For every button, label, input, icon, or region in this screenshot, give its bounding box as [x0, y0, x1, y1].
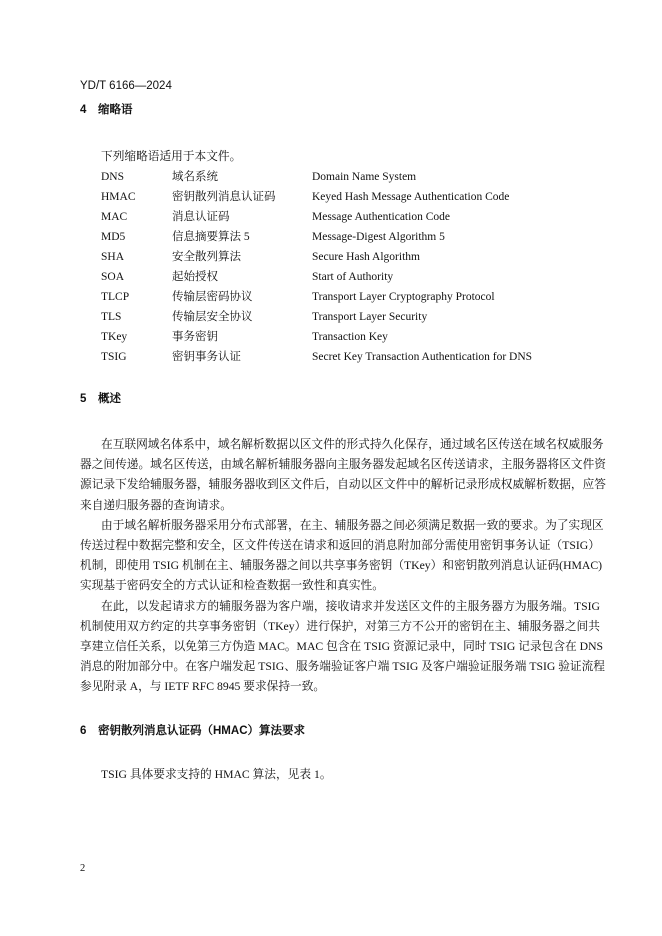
abbreviation-term: HMAC — [101, 191, 136, 203]
abbreviation-english: Domain Name System — [312, 171, 417, 183]
abbreviation-row — [101, 347, 581, 367]
paragraph-line: 传送过程中数据完整和安全，区文件传送在请求和返回的消息附加部分需使用密钥事务认证（TSIG） — [80, 538, 600, 552]
paragraph-line: 消息的附加部分中。在客户端发起 TSIG、服务端验证客户端 TSIG 及客户端验证服务端 TSIG 验证流程 — [80, 660, 605, 674]
section-title: 缩略语 — [98, 104, 133, 116]
paragraph-line: 由于域名解析服务器采用分布式部署，在主、辅服务器之间必须满足数据一致的要求。为了实现区 — [101, 518, 604, 532]
section-number: 4 — [80, 104, 87, 116]
abbreviation-row — [101, 227, 581, 247]
abbreviation-row — [101, 167, 581, 187]
abbreviation-row — [101, 247, 581, 267]
abbreviation-term: TLCP — [101, 291, 130, 303]
section-4-heading — [80, 100, 133, 120]
paragraph-line: 实现基于密码安全的方式认证和检查数据一致性和真实性。 — [80, 579, 384, 593]
section-title: 概述 — [98, 393, 121, 405]
section-title: 密钥散列消息认证码（HMAC）算法要求 — [98, 725, 305, 737]
paragraph-line: 机制，即使用 TSIG 机制在主、辅服务器之间以共享事务密钥（TKey）和密钥散列消息认证码(HMAC) — [80, 559, 603, 573]
abbreviation-english: Secret Key Transaction Authentication for DNS — [312, 351, 533, 363]
section-5-heading — [80, 389, 121, 409]
abbreviation-chinese: 传输层密码协议 — [172, 291, 253, 303]
paragraph-line: 在互联网域名体系中，域名解析数据以区文件的形式持久化保存，通过域名区传送在域名权威服务 — [101, 438, 604, 451]
paragraph-line: 参见附录 A，与 IETF RFC 8945 要求保持一致。 — [80, 680, 326, 694]
section-number: 6 — [80, 725, 87, 737]
section-5-body — [80, 435, 606, 697]
abbreviation-chinese: 安全散列算法 — [172, 251, 241, 263]
abbreviation-chinese: 传输层安全协议 — [172, 311, 253, 323]
section-6-text: TSIG 具体要求支持的 HMAC 算法，见表 1。 — [101, 768, 332, 781]
abbreviation-english: Message Authentication Code — [312, 211, 450, 223]
abbreviation-chinese: 密钥散列消息认证码 — [172, 191, 276, 203]
page-number: 2 — [80, 863, 86, 874]
paragraph-line: 源记录下发给辅服务器，辅服务器收到区文件后，自动以区文件中的解析记录形成权威解析数据，应答 — [80, 478, 606, 492]
paragraph — [80, 597, 605, 698]
abbreviation-row — [101, 327, 581, 347]
abbreviation-english: Secure Hash Algorithm — [312, 251, 420, 263]
document-id-header: YD/T 6166—2024 — [80, 80, 172, 92]
paragraph — [80, 516, 604, 597]
abbreviation-row — [101, 207, 581, 227]
abbreviation-english: Start of Authority — [312, 271, 394, 283]
abbreviation-english: Transaction Key — [312, 331, 388, 343]
section-number: 5 — [80, 393, 87, 405]
paragraph-line: 享建立信任关系，以免第三方伪造 MAC。MAC 包含在 TSIG 资源记录中，同时 TSIG 记录包含在 DNS — [80, 639, 604, 653]
abbreviation-english: Message-Digest Algorithm 5 — [312, 231, 445, 243]
paragraph-line: 机制使用双方约定的共享事务密钥（TKey）进行保护，对第三方不公开的密钥在主、辅服务器之间共 — [80, 619, 600, 633]
abbreviation-chinese: 密钥事务认证 — [172, 351, 241, 363]
abbreviation-row — [101, 187, 581, 207]
abbreviation-row — [101, 287, 581, 307]
paragraph-line: 器之间传递。域名区传送，由域名解析辅服务器向主服务器发起域名区传送请求，主服务器将区文件资 — [80, 458, 606, 472]
abbreviation-row — [101, 267, 581, 287]
abbreviation-chinese: 消息认证码 — [172, 211, 230, 223]
abbreviations-intro: 下列缩略语适用于本文件。 — [101, 150, 242, 163]
paragraph-line: 来自递归服务器的查询请求。 — [80, 498, 232, 512]
abbreviation-english: Transport Layer Cryptography Protocol — [312, 291, 495, 303]
abbreviation-term: SOA — [101, 271, 125, 283]
abbreviation-term: DNS — [101, 171, 125, 183]
abbreviation-term: TKey — [101, 331, 128, 343]
abbreviation-term: TLS — [101, 311, 122, 323]
paragraph-line: 在此，以发起请求方的辅服务器为客户端，接收请求并发送区文件的主服务器方为服务端。TSIG — [101, 599, 600, 613]
section-6-heading — [80, 721, 305, 741]
abbreviation-chinese: 域名系统 — [172, 171, 218, 183]
abbreviation-chinese: 信息摘要算法 5 — [172, 231, 250, 243]
abbreviation-english: Transport Layer Security — [312, 311, 428, 323]
abbreviation-chinese: 起始授权 — [172, 271, 218, 283]
abbreviation-term: MAC — [101, 211, 128, 223]
abbreviation-english: Keyed Hash Message Authentication Code — [312, 191, 510, 203]
abbreviation-table — [101, 167, 581, 367]
abbreviation-term: MD5 — [101, 231, 126, 243]
abbreviation-term: SHA — [101, 251, 125, 263]
abbreviation-term: TSIG — [101, 351, 127, 363]
paragraph — [80, 435, 606, 516]
abbreviation-row — [101, 307, 581, 327]
abbreviation-chinese: 事务密钥 — [172, 331, 218, 343]
